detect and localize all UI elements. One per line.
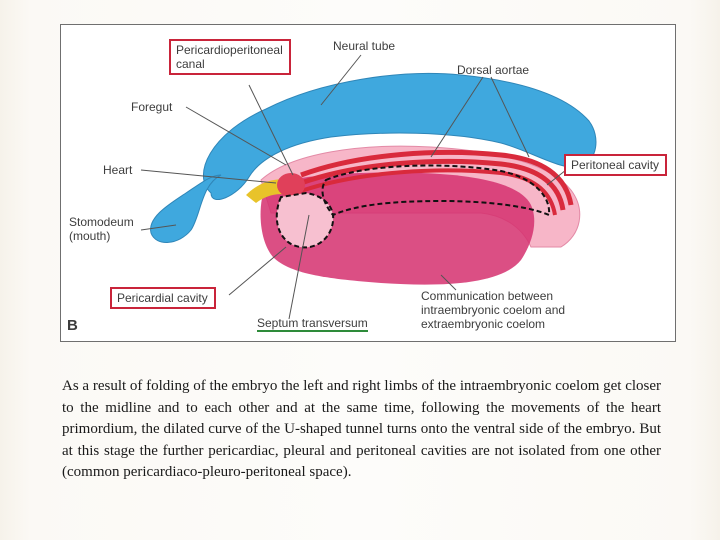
label-communication: Communication between intraembryonic coelom and extraembryonic coelom	[421, 289, 566, 331]
label-pericardioperitoneal-canal-text: Pericardioperitoneal canal	[176, 43, 283, 71]
heart-shape	[277, 173, 305, 197]
label-pericardial-cavity: Pericardial cavity	[110, 287, 216, 309]
label-pericardioperitoneal-canal	[169, 39, 291, 75]
label-foregut: Foregut	[131, 100, 173, 114]
label-dorsal-aortae: Dorsal aortae	[457, 63, 530, 77]
label-heart: Heart	[103, 163, 133, 177]
caption-text: As a result of folding of the embryo the left and right limbs of the intraembryonic coelom get closer to the midline and to each other and at the same time, following the movements of the heart primordium, the dilated curve of the U-shaped tunnel turns onto the ventral side of the embryo. But at this stage the further pericardiac, pleural and peritoneal cavities are not isolated from one other (common pericardiaco-pleuro-peritoneal space).	[62, 378, 662, 481]
label-peritoneal-cavity: Peritoneal cavity	[564, 154, 667, 176]
panel-letter: B	[67, 317, 78, 334]
embryo-figure	[60, 24, 676, 342]
label-stomodeum: Stomodeum (mouth)	[69, 215, 134, 243]
label-neural-tube: Neural tube	[333, 39, 396, 53]
label-septum-transversum: Septum transversum	[257, 316, 368, 330]
